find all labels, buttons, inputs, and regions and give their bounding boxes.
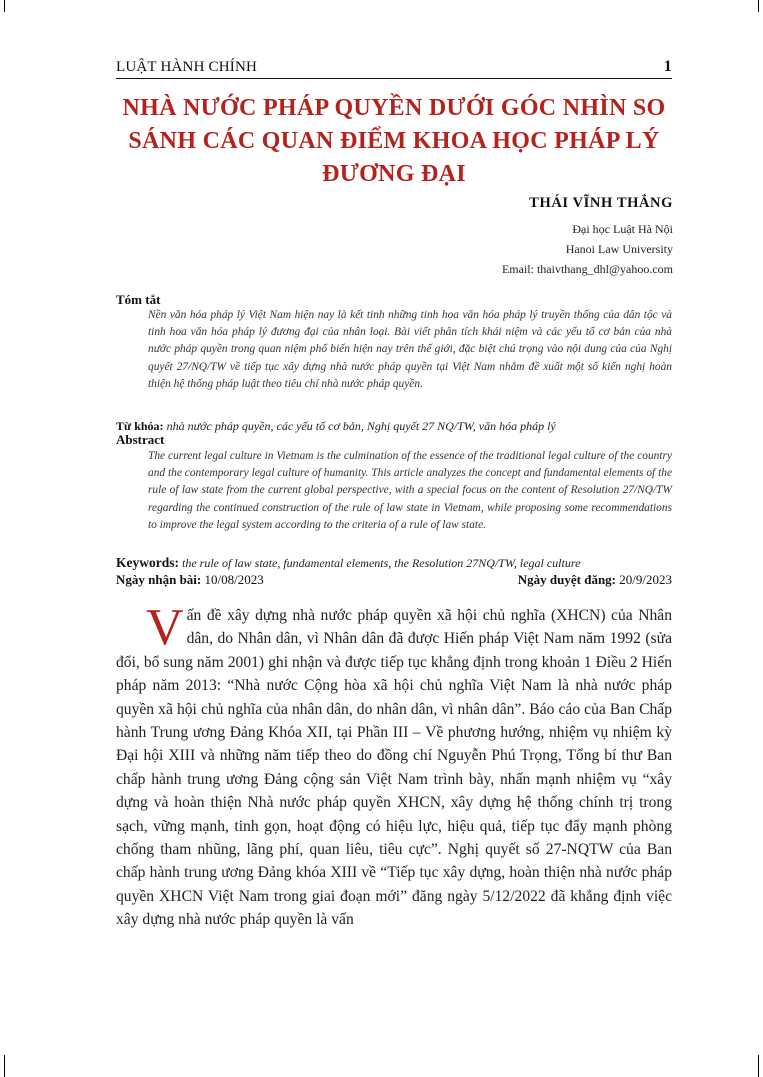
- received-date: [116, 572, 264, 588]
- accepted-value: 20/9/2023: [619, 572, 672, 587]
- crop-mark-bottom-right: [758, 1055, 759, 1077]
- crop-mark-top-left: [4, 0, 5, 12]
- abstract-vi-text: Nền văn hóa pháp lý Việt Nam hiện nay là kết tinh những tinh hoa văn hóa pháp lý truyền thống của dân tộc và tinh hoa văn hóa pháp lý đương đại của nhân loại. Bài viết phân tích khái niệm và các yếu tố cơ bản của nhà nước pháp quyền trong quan niệm phổ biến hiện nay trên thế giới, đặc biệt chú trọng vào nội dung của của Nghị quyết 27/NQ/TW về tiếp tục xây dựng nhà nước pháp quyền tại Việt Nam nhằm đề xuất một số kiến nghị hoàn thiện hệ thống pháp luật theo tiêu chí nhà nước pháp quyền.: [148, 309, 672, 390]
- abstract-en-label: Abstract: [116, 432, 165, 447]
- keywords-en-text: the rule of law state, fundamental elements, the Resolution 27NQ/TW, legal culture: [182, 556, 581, 570]
- abstract-en-text: The current legal culture in Vietnam is the culmination of the essence of the traditional legal culture of the country and the contemporary legal culture of humanity. This article analyzes the concept and fundamental elements of the rule of law state from the current global perspective, with a special focus on the content of Resolution 27/NQ/TW regarding the continued construction of the rule of law state in Vietnam, while proposing some recommendations to improve the legal system according to the criteria of a rule of law state.: [148, 450, 672, 531]
- body-text: ấn đề xây dựng nhà nước pháp quyền xã hội chủ nghĩa (XHCN) của Nhân dân, do Nhân dân, vì Nhân dân đã được Hiến pháp Việt Nam năm 1992 (sửa đổi, bổ sung năm 2001) ghi nhận và được tiếp tục khẳng định trong khoản 1 Điều 2 Hiến pháp năm 2013: “Nhà nước Cộng hòa xã hội chủ nghĩa Việt Nam là nhà nước pháp quyền xã hội chủ nghĩa của nhân dân, do nhân dân, vì nhân dân”. Báo cáo của Ban Chấp hành Trung ương Đảng Khóa XII, tại Phần III – Về phương hướng, nhiệm vụ nhiệm kỳ Đại hội XIII và những năm tiếp theo do đồng chí Nguyễn Phú Trọng, Tổng bí thư Ban chấp hành trung ương Đảng cộng sản Việt Nam trình bày, nhấn mạnh nhiệm vụ “xây dựng và hoàn thiện Nhà nước pháp quyền XHCN, xây dựng hệ thống chính trị trong sạch, vững mạnh, tinh gọn, hoạt động có hiệu lực, hiệu quả, tiếp tục đẩy mạnh phòng chống tham nhũng, lãng phí, quan liêu, tiêu cực”. Nghị quyết số 27-NQTW của Ban chấp hành trung ương Đảng khóa XIII về “Tiếp tục xây dựng, hoàn thiện nhà nước pháp quyền XHCN Việt Nam trong giai đoạn mới” đăng ngày 5/12/2022 đã khẳng định việc xây dựng nhà nước pháp quyền là vấn: [116, 607, 672, 929]
- keywords-vi: [116, 418, 676, 434]
- keywords-en-label: Keywords:: [116, 555, 179, 570]
- running-head: [116, 58, 672, 76]
- crop-mark-top-right: [758, 0, 759, 12]
- page-number: 1: [663, 58, 672, 75]
- keywords-vi-label: Từ khóa:: [116, 419, 164, 433]
- keywords-en: [116, 555, 676, 571]
- affiliation-en: Hanoi Law University: [565, 242, 673, 256]
- section-name: LUẬT HÀNH CHÍNH: [116, 59, 258, 75]
- article-dates: [116, 572, 672, 588]
- received-value: 10/08/2023: [204, 572, 264, 587]
- author-email[interactable]: Email: thaivthang_dhl@yahoo.com: [501, 262, 673, 276]
- crop-mark-bottom-left: [4, 1055, 5, 1077]
- abstract-vi-label: Tóm tắt: [116, 292, 161, 307]
- author-block: [502, 195, 673, 279]
- header-rule: [116, 78, 672, 79]
- accepted-date: [518, 572, 672, 588]
- body-paragraph: [116, 599, 672, 932]
- affiliation-vi: Đại học Luật Hà Nội: [572, 222, 673, 236]
- author-name: THÁI VĨNH THẮNG: [529, 195, 673, 211]
- article-title: NHÀ NƯỚC PHÁP QUYỀN DƯỚI GÓC NHÌN SO SÁNH CÁC QUAN ĐIỂM KHOA HỌC PHÁP LÝ ĐƯƠNG ĐẠI: [122, 95, 666, 187]
- keywords-vi-text: nhà nước pháp quyền, các yếu tố cơ bản, Nghị quyết 27 NQ/TW, văn hóa pháp lý: [166, 419, 556, 433]
- received-label: Ngày nhận bài:: [116, 572, 202, 587]
- accepted-label: Ngày duyệt đăng:: [517, 572, 617, 587]
- drop-cap: V: [146, 599, 184, 656]
